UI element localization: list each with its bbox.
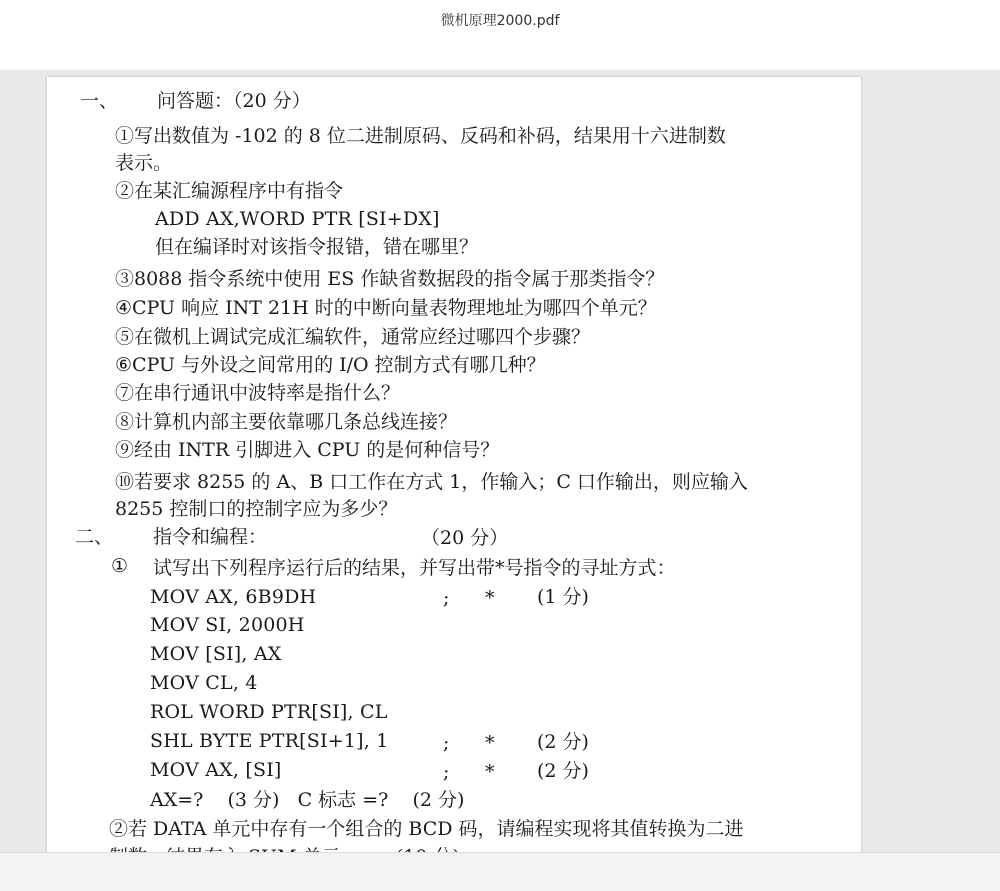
code-line: ROL WORD PTR[SI], CL	[150, 701, 388, 723]
code-separator: ;	[443, 761, 450, 783]
code-line: MOV CL, 4	[150, 672, 258, 694]
code-line: MOV SI, 2000H	[150, 614, 305, 636]
question-2-code: ADD AX,WORD PTR [SI+DX]	[155, 208, 440, 230]
section2-points: （20 分）	[421, 527, 509, 549]
code-score: (2 分)	[537, 731, 589, 753]
bottom-toolbar	[0, 852, 1000, 891]
pdf-viewer-area[interactable]	[0, 70, 1000, 852]
code-line: MOV AX, 6B9DH	[150, 586, 317, 608]
document-title: 微机原理2000.pdf	[440, 13, 560, 29]
question-6: ⑥CPU 与外设之间常用的 I/O 控制方式有哪几种？	[115, 354, 546, 376]
code-star: *	[485, 732, 495, 754]
code-score: (2 分)	[537, 760, 589, 782]
question-1-line2: 表示。	[115, 152, 173, 174]
code-star: *	[485, 761, 495, 783]
question-9: ⑨经由 INTR 引脚进入 CPU 的是何种信号？	[115, 439, 500, 461]
title-bar	[0, 0, 1000, 70]
code-star: *	[485, 587, 495, 609]
question-8: ⑧计算机内部主要依靠哪几条总线连接？	[115, 411, 458, 433]
answer-line: AX=? (3 分) C 标志 =? (2 分)	[150, 789, 465, 811]
code-line: MOV AX, [SI]	[150, 759, 282, 781]
question-5: ⑤在微机上调试完成汇编软件，通常应经过哪四个步骤？	[115, 326, 591, 348]
code-line: MOV [SI], AX	[150, 643, 282, 665]
question-1-line1: ①写出数值为 -102 的 8 位二进制原码、反码和补码，结果用十六进制数	[115, 125, 726, 147]
question-10-line1: ⑩若要求 8255 的 A、B 口工作在方式 1，作输入；C 口作输出，则应输入	[115, 471, 748, 493]
question-2-line1: ②在某汇编源程序中有指令	[115, 180, 344, 202]
section1-number: 一、	[80, 90, 119, 112]
question-4: ④CPU 响应 INT 21H 时的中断向量表物理地址为哪四个单元？	[115, 297, 657, 319]
problem-1-text: 试写出下列程序运行后的结果，并写出带*号指令的寻址方式：	[153, 557, 676, 579]
section2-number: 二、	[75, 526, 114, 548]
question-2-line3: 但在编译时对该指令报错，错在哪里？	[155, 236, 479, 258]
question-7: ⑦在串行通讯中波特率是指什么？	[115, 382, 401, 404]
code-separator: ;	[443, 587, 450, 609]
question-3: ③8088 指令系统中使用 ES 作缺省数据段的指令属于那类指令？	[115, 268, 665, 290]
problem-1-marker: ①	[111, 555, 129, 577]
code-score: (1 分)	[537, 586, 589, 608]
section2-heading: 指令和编程：	[153, 526, 268, 548]
code-separator: ;	[443, 732, 450, 754]
question-10-line2: 8255 控制口的控制字应为多少？	[115, 498, 398, 520]
section1-heading: 问答题：（20 分）	[157, 90, 311, 112]
code-line: SHL BYTE PTR[SI+1], 1	[150, 730, 389, 752]
pdf-page	[47, 77, 861, 877]
problem-2-line1: ②若 DATA 单元中存有一个组合的 BCD 码，请编程实现将其值转换为二进	[109, 818, 744, 840]
